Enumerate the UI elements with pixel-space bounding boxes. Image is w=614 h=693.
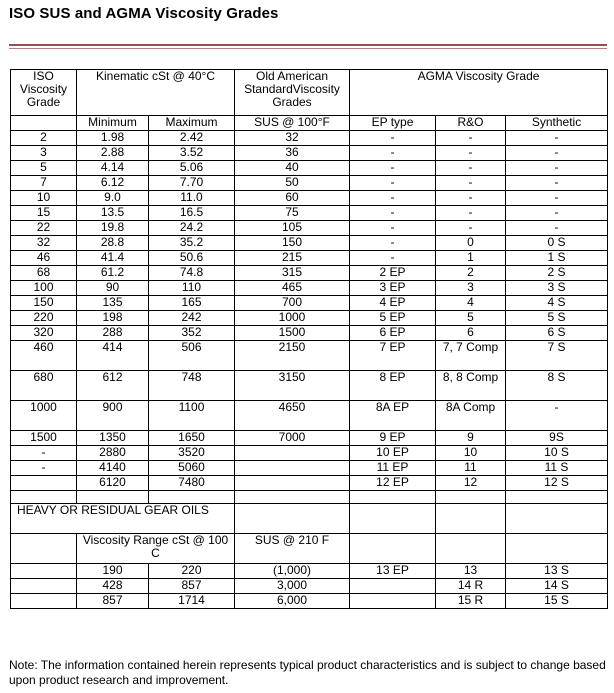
- empty-cell: [436, 504, 506, 534]
- ep-type-cell: 5 EP: [350, 311, 436, 326]
- kinematic-min-cell: 4.14: [77, 161, 149, 176]
- kinematic-max-cell: 5060: [149, 461, 235, 476]
- iso-grade-cell: 220: [11, 311, 77, 326]
- sus-cell: 1500: [235, 326, 350, 341]
- table-row: [11, 206, 608, 221]
- ep-type-cell: -: [350, 176, 436, 191]
- table-row: [11, 341, 608, 371]
- header-old-american: Old American StandardViscosity Grades: [235, 70, 350, 116]
- header-minimum: Minimum: [77, 116, 149, 131]
- table-row: [11, 236, 608, 251]
- synthetic-cell: 11 S: [506, 461, 608, 476]
- kinematic-max-cell: 5.06: [149, 161, 235, 176]
- ro-cell: -: [436, 146, 506, 161]
- table-row: [11, 251, 608, 266]
- kinematic-max-cell: 24.2: [149, 221, 235, 236]
- ep-type-cell: 10 EP: [350, 446, 436, 461]
- ro-cell: 15 R: [436, 594, 506, 609]
- ep-type-cell: 3 EP: [350, 281, 436, 296]
- kinematic-max-cell: 506: [149, 341, 235, 371]
- empty-cell: [506, 534, 608, 564]
- empty-cell: [11, 594, 77, 609]
- synthetic-cell: 0 S: [506, 236, 608, 251]
- empty-cell: [235, 491, 350, 504]
- iso-grade-cell: 5: [11, 161, 77, 176]
- table-row: [11, 326, 608, 341]
- sus-cell: 36: [235, 146, 350, 161]
- empty-cell: [506, 504, 608, 534]
- kinematic-min-cell: 6.12: [77, 176, 149, 191]
- iso-grade-cell: -: [11, 461, 77, 476]
- iso-grade-cell: 150: [11, 296, 77, 311]
- viscosity-min-cell: 428: [77, 579, 149, 594]
- kinematic-min-cell: 4140: [77, 461, 149, 476]
- header-ep-type: EP type: [350, 116, 436, 131]
- iso-grade-cell: 1000: [11, 401, 77, 431]
- ro-cell: 12: [436, 476, 506, 491]
- kinematic-min-cell: 288: [77, 326, 149, 341]
- table-row: [11, 281, 608, 296]
- iso-grade-cell: 320: [11, 326, 77, 341]
- table-row: [11, 476, 608, 491]
- kinematic-min-cell: 90: [77, 281, 149, 296]
- ep-type-cell: 2 EP: [350, 266, 436, 281]
- kinematic-max-cell: 748: [149, 371, 235, 401]
- ro-cell: 2: [436, 266, 506, 281]
- kinematic-min-cell: 135: [77, 296, 149, 311]
- empty-cell: [11, 491, 77, 504]
- synthetic-cell: 12 S: [506, 476, 608, 491]
- ro-cell: 9: [436, 431, 506, 446]
- kinematic-max-cell: 3.52: [149, 146, 235, 161]
- table-row: [11, 461, 608, 476]
- ro-cell: 7, 7 Comp: [436, 341, 506, 371]
- ro-cell: 14 R: [436, 579, 506, 594]
- table-row: [11, 221, 608, 236]
- ep-type-cell: -: [350, 206, 436, 221]
- synthetic-cell: -: [506, 206, 608, 221]
- sus-cell: 32: [235, 131, 350, 146]
- footnote: Note: The information contained herein represents typical product characteristics and is subject to change based upon product research and improvement.: [9, 658, 606, 687]
- synthetic-cell: -: [506, 161, 608, 176]
- kinematic-min-cell: 9.0: [77, 191, 149, 206]
- header-maximum: Maximum: [149, 116, 235, 131]
- table-row: [11, 296, 608, 311]
- synthetic-cell: 13 S: [506, 564, 608, 579]
- ep-type-cell: [350, 579, 436, 594]
- synthetic-cell: -: [506, 191, 608, 206]
- ep-type-cell: -: [350, 191, 436, 206]
- empty-cell: [149, 491, 235, 504]
- iso-grade-cell: 3: [11, 146, 77, 161]
- sus-cell: 700: [235, 296, 350, 311]
- kinematic-max-cell: 352: [149, 326, 235, 341]
- table-row: [11, 191, 608, 206]
- ro-cell: 6: [436, 326, 506, 341]
- iso-grade-cell: 1500: [11, 431, 77, 446]
- synthetic-cell: -: [506, 176, 608, 191]
- ro-cell: 8, 8 Comp: [436, 371, 506, 401]
- sus210-header: SUS @ 210 F: [235, 534, 350, 564]
- heavy-oils-header-row: [11, 534, 608, 564]
- sus-cell: [235, 446, 350, 461]
- synthetic-cell: 3 S: [506, 281, 608, 296]
- kinematic-max-cell: 2.42: [149, 131, 235, 146]
- sus-cell: [235, 461, 350, 476]
- ro-cell: 0: [436, 236, 506, 251]
- sus210-cell: 6,000: [235, 594, 350, 609]
- heavy-oils-label: HEAVY OR RESIDUAL GEAR OILS: [11, 504, 235, 534]
- kinematic-max-cell: 16.5: [149, 206, 235, 221]
- sus-cell: 50: [235, 176, 350, 191]
- synthetic-cell: 14 S: [506, 579, 608, 594]
- kinematic-min-cell: 1.98: [77, 131, 149, 146]
- ep-type-cell: 9 EP: [350, 431, 436, 446]
- iso-grade-cell: 680: [11, 371, 77, 401]
- kinematic-max-cell: 110: [149, 281, 235, 296]
- synthetic-cell: 5 S: [506, 311, 608, 326]
- table-row: [11, 311, 608, 326]
- empty-cell: [77, 491, 149, 504]
- kinematic-max-cell: 7480: [149, 476, 235, 491]
- sus-cell: 315: [235, 266, 350, 281]
- kinematic-max-cell: 50.6: [149, 251, 235, 266]
- header-synthetic: Synthetic: [506, 116, 608, 131]
- sus-cell: 75: [235, 206, 350, 221]
- kinematic-min-cell: 61.2: [77, 266, 149, 281]
- table-row: [11, 371, 608, 401]
- viscosity-max-cell: 1714: [149, 594, 235, 609]
- empty-cell: [11, 564, 77, 579]
- ep-type-cell: 7 EP: [350, 341, 436, 371]
- ro-cell: 10: [436, 446, 506, 461]
- table-row: [11, 431, 608, 446]
- ep-type-cell: -: [350, 221, 436, 236]
- synthetic-cell: 2 S: [506, 266, 608, 281]
- ro-cell: 3: [436, 281, 506, 296]
- kinematic-max-cell: 242: [149, 311, 235, 326]
- sus-cell: 150: [235, 236, 350, 251]
- iso-grade-cell: 22: [11, 221, 77, 236]
- sus-cell: 7000: [235, 431, 350, 446]
- synthetic-cell: -: [506, 401, 608, 431]
- kinematic-min-cell: 2880: [77, 446, 149, 461]
- synthetic-cell: 1 S: [506, 251, 608, 266]
- header-empty: [11, 116, 77, 131]
- iso-grade-cell: 68: [11, 266, 77, 281]
- synthetic-cell: 8 S: [506, 371, 608, 401]
- synthetic-cell: 9S: [506, 431, 608, 446]
- sus-cell: 465: [235, 281, 350, 296]
- ep-type-cell: -: [350, 131, 436, 146]
- synthetic-cell: -: [506, 131, 608, 146]
- ep-type-cell: 12 EP: [350, 476, 436, 491]
- ro-cell: 5: [436, 311, 506, 326]
- kinematic-max-cell: 7.70: [149, 176, 235, 191]
- iso-grade-cell: 460: [11, 341, 77, 371]
- table-row: [11, 401, 608, 431]
- ep-type-cell: 8 EP: [350, 371, 436, 401]
- empty-cell: [11, 534, 77, 564]
- viscosity-min-cell: 190: [77, 564, 149, 579]
- kinematic-min-cell: 900: [77, 401, 149, 431]
- page-title: ISO SUS and AGMA Viscosity Grades: [9, 5, 279, 22]
- kinematic-min-cell: 6120: [77, 476, 149, 491]
- ep-type-cell: -: [350, 161, 436, 176]
- ro-cell: 8A Comp: [436, 401, 506, 431]
- empty-cell: [436, 534, 506, 564]
- viscosity-min-cell: 857: [77, 594, 149, 609]
- table-row: [11, 594, 608, 609]
- empty-cell: [350, 534, 436, 564]
- table-row: [11, 146, 608, 161]
- ro-cell: 13: [436, 564, 506, 579]
- sus210-cell: 3,000: [235, 579, 350, 594]
- empty-cell: [506, 491, 608, 504]
- header-kinematic: Kinematic cSt @ 40°C: [77, 70, 235, 116]
- kinematic-min-cell: 41.4: [77, 251, 149, 266]
- sus-cell: 105: [235, 221, 350, 236]
- kinematic-max-cell: 35.2: [149, 236, 235, 251]
- ep-type-cell: 8A EP: [350, 401, 436, 431]
- header-ro: R&O: [436, 116, 506, 131]
- kinematic-max-cell: 3520: [149, 446, 235, 461]
- sus-cell: 215: [235, 251, 350, 266]
- sus-cell: 3150: [235, 371, 350, 401]
- ro-cell: 4: [436, 296, 506, 311]
- iso-grade-cell: 10: [11, 191, 77, 206]
- ep-type-cell: -: [350, 251, 436, 266]
- ep-type-cell: [350, 594, 436, 609]
- synthetic-cell: -: [506, 221, 608, 236]
- ro-cell: -: [436, 191, 506, 206]
- synthetic-cell: 6 S: [506, 326, 608, 341]
- table-row: [11, 131, 608, 146]
- ro-cell: 1: [436, 251, 506, 266]
- kinematic-max-cell: 1100: [149, 401, 235, 431]
- iso-grade-cell: 15: [11, 206, 77, 221]
- kinematic-max-cell: 1650: [149, 431, 235, 446]
- sus-cell: 40: [235, 161, 350, 176]
- kinematic-min-cell: 1350: [77, 431, 149, 446]
- ep-type-cell: 6 EP: [350, 326, 436, 341]
- kinematic-max-cell: 165: [149, 296, 235, 311]
- iso-grade-cell: 32: [11, 236, 77, 251]
- table-row: [11, 564, 608, 579]
- ep-type-cell: 13 EP: [350, 564, 436, 579]
- kinematic-min-cell: 198: [77, 311, 149, 326]
- table-row: [11, 579, 608, 594]
- ro-cell: -: [436, 176, 506, 191]
- iso-grade-cell: 100: [11, 281, 77, 296]
- kinematic-min-cell: 612: [77, 371, 149, 401]
- ro-cell: -: [436, 206, 506, 221]
- synthetic-cell: 10 S: [506, 446, 608, 461]
- kinematic-min-cell: 28.8: [77, 236, 149, 251]
- heavy-oils-label-row: [11, 504, 608, 534]
- kinematic-max-cell: 11.0: [149, 191, 235, 206]
- synthetic-cell: 7 S: [506, 341, 608, 371]
- table-row: [11, 446, 608, 461]
- iso-grade-cell: 2: [11, 131, 77, 146]
- iso-grade-cell: 7: [11, 176, 77, 191]
- ep-type-cell: 11 EP: [350, 461, 436, 476]
- title-divider-thin: [9, 48, 607, 49]
- sus-cell: 4650: [235, 401, 350, 431]
- sus-cell: 60: [235, 191, 350, 206]
- empty-cell: [235, 504, 350, 534]
- synthetic-cell: 4 S: [506, 296, 608, 311]
- empty-cell: [436, 491, 506, 504]
- table-row: [11, 176, 608, 191]
- sus210-cell: (1,000): [235, 564, 350, 579]
- kinematic-min-cell: 414: [77, 341, 149, 371]
- header-agma: AGMA Viscosity Grade: [350, 70, 608, 116]
- iso-grade-cell: 46: [11, 251, 77, 266]
- synthetic-cell: -: [506, 146, 608, 161]
- viscosity-range-header: Viscosity Range cSt @ 100 C: [77, 534, 235, 564]
- ro-cell: 11: [436, 461, 506, 476]
- ep-type-cell: 4 EP: [350, 296, 436, 311]
- header-iso: ISO Viscosity Grade: [11, 70, 77, 116]
- iso-grade-cell: -: [11, 446, 77, 461]
- viscosity-max-cell: 857: [149, 579, 235, 594]
- sus-cell: [235, 476, 350, 491]
- synthetic-cell: 15 S: [506, 594, 608, 609]
- kinematic-min-cell: 13.5: [77, 206, 149, 221]
- title-divider: [9, 44, 607, 46]
- ep-type-cell: -: [350, 236, 436, 251]
- kinematic-min-cell: 2.88: [77, 146, 149, 161]
- sus-cell: 2150: [235, 341, 350, 371]
- kinematic-min-cell: 19.8: [77, 221, 149, 236]
- table-row: [11, 266, 608, 281]
- kinematic-max-cell: 74.8: [149, 266, 235, 281]
- header-sus100: SUS @ 100°F: [235, 116, 350, 131]
- ro-cell: -: [436, 161, 506, 176]
- spacer-row: [11, 491, 608, 504]
- table-row: [11, 161, 608, 176]
- viscosity-table: [10, 69, 608, 609]
- empty-cell: [11, 579, 77, 594]
- empty-cell: [350, 504, 436, 534]
- ro-cell: -: [436, 221, 506, 236]
- empty-cell: [350, 491, 436, 504]
- iso-grade-cell: [11, 476, 77, 491]
- ep-type-cell: -: [350, 146, 436, 161]
- sus-cell: 1000: [235, 311, 350, 326]
- viscosity-max-cell: 220: [149, 564, 235, 579]
- ro-cell: -: [436, 131, 506, 146]
